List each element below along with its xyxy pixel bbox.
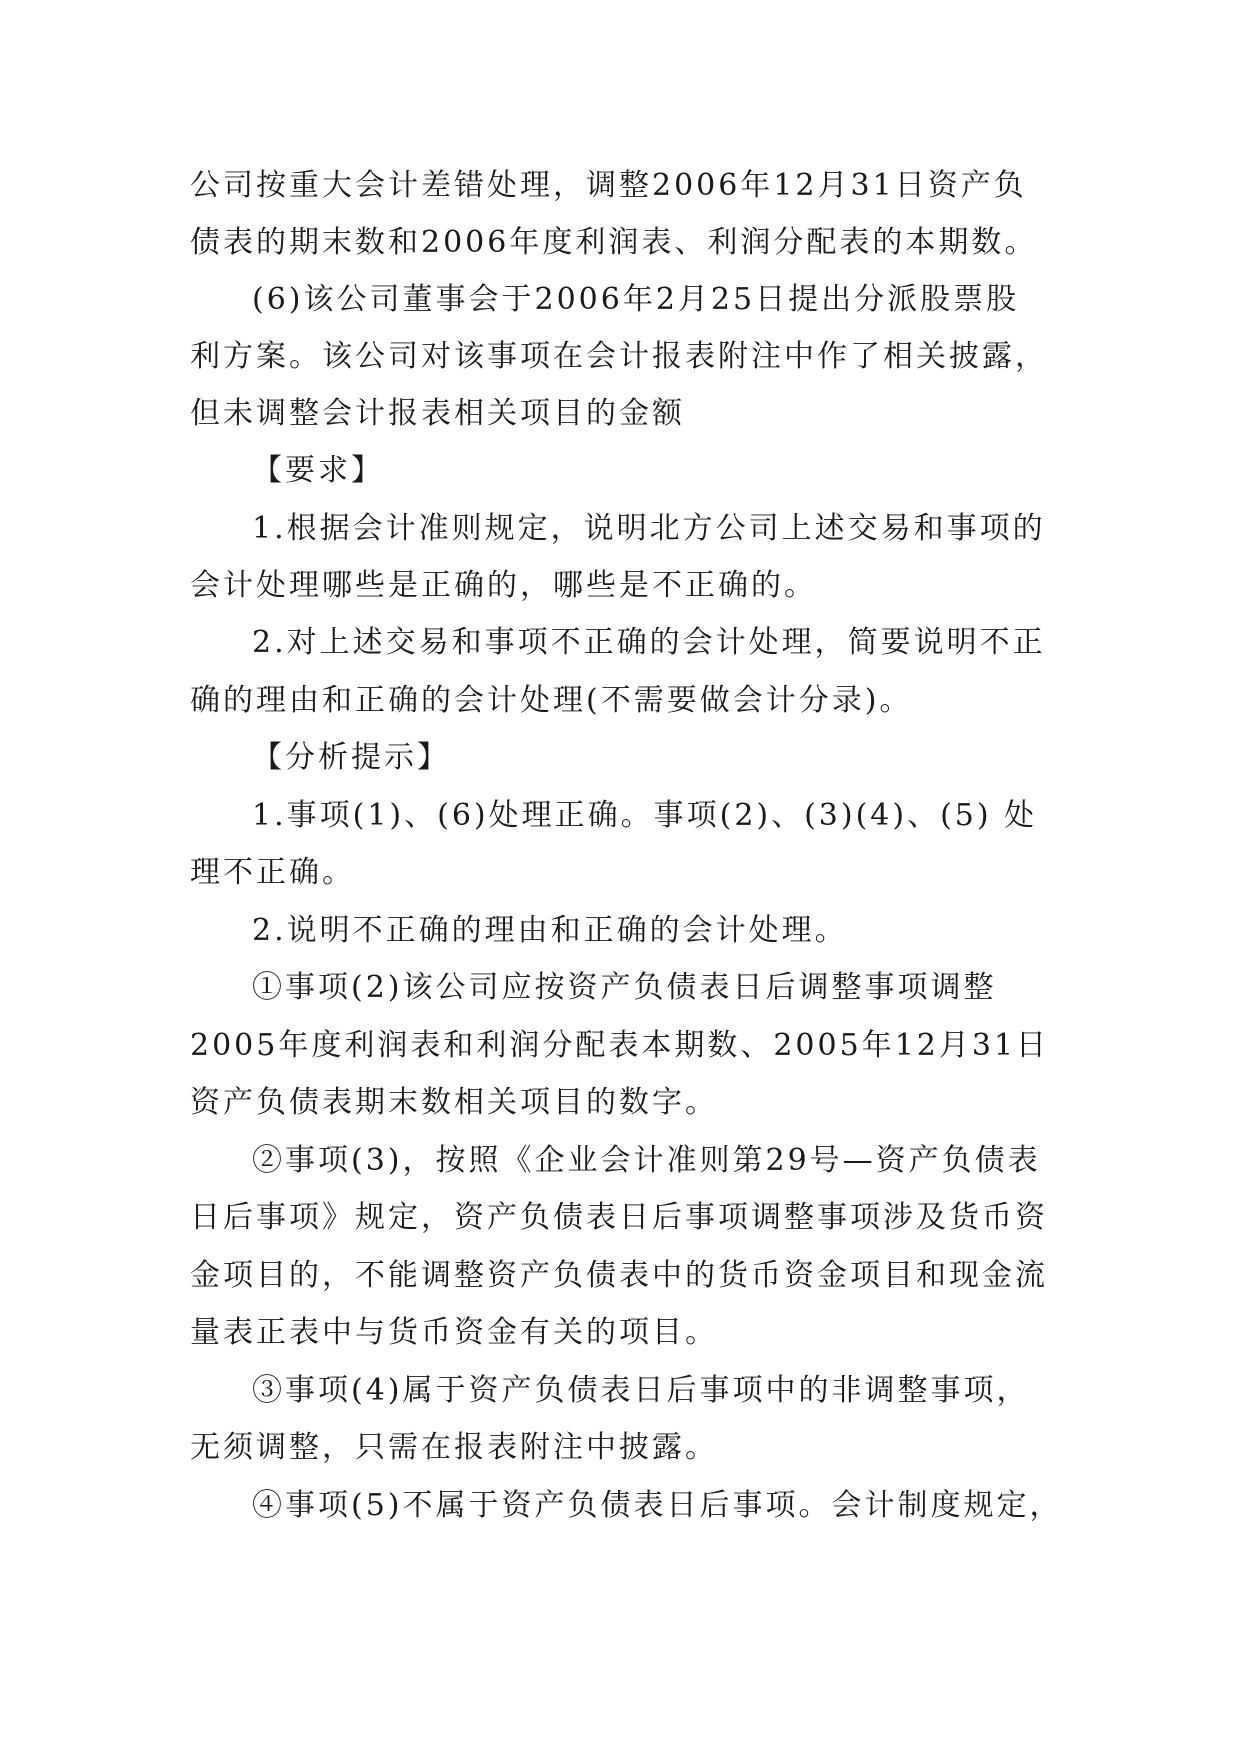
text-line: 确的理由和正确的会计处理(不需要做会计分录)。 [190,683,913,718]
text-line: 无须调整，只需在报表附注中披露。 [190,1430,718,1465]
text-line: ③事项(4)属于资产负债表日后事项中的非调整事项， [252,1373,1030,1408]
text-line: 2005年度利润表和利润分配表本期数、2005年12月31日 [190,1028,1050,1063]
text-line: (6)该公司董事会于2006年2月25日提出分派股票股 [252,282,1020,317]
text-line: 日后事项》规定，资产负债表日后事项调整事项涉及货币资 [190,1200,1048,1235]
text-line: 2.说明不正确的理由和正确的会计处理。 [252,913,848,948]
section-heading-requirements: 【要求】 [252,453,384,488]
section-heading-analysis: 【分析提示】 [252,740,450,775]
text-line: 公司按重大会计差错处理，调整2006年12月31日资产负 [190,168,1027,203]
text-line: 资产负债表期末数相关项目的数字。 [190,1085,718,1120]
text-line: 金项目的，不能调整资产负债表中的货币资金项目和现金流 [190,1258,1048,1293]
text-line: 1.根据会计准则规定，说明北方公司上述交易和事项的 [252,511,1046,546]
text-line: ②事项(3)，按照《企业会计准则第29号—资产负债表 [252,1143,1041,1178]
text-line: 但未调整会计报表相关项目的金额 [190,396,685,431]
text-line: 1.事项(1)、(6)处理正确。事项(2)、(3)(4)、(5) 处 [252,798,1038,833]
text-line: 2.对上述交易和事项不正确的会计处理，简要说明不正 [252,625,1046,660]
text-line: ①事项(2)该公司应按资产负债表日后调整事项调整 [252,970,997,1005]
text-line: 会计处理哪些是正确的，哪些是不正确的。 [190,568,817,603]
text-line: ④事项(5)不属于资产负债表日后事项。会计制度规定， [252,1488,1063,1523]
text-line: 利方案。该公司对该事项在会计报表附注中作了相关披露， [190,339,1048,374]
text-line: 量表正表中与货币资金有关的项目。 [190,1315,718,1350]
text-line: 理不正确。 [190,855,355,890]
text-line: 债表的期末数和2006年度利润表、利润分配表的本期数。 [190,225,1038,260]
